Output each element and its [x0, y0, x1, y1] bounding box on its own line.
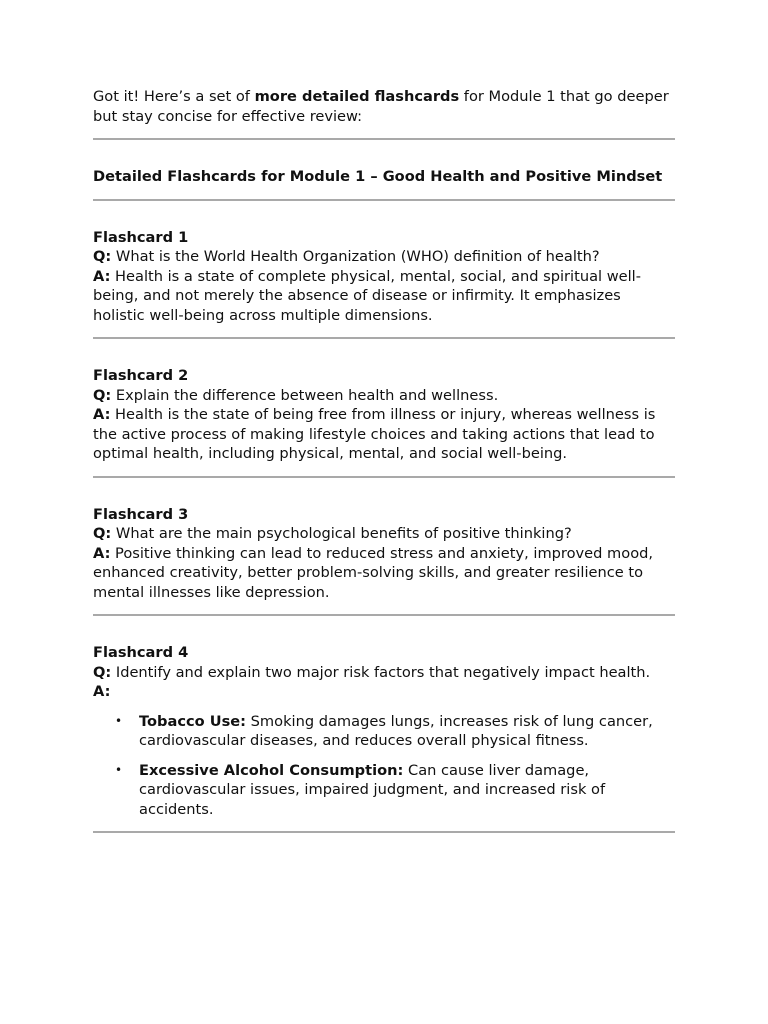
list-item [115, 761, 675, 820]
divider [93, 199, 675, 201]
flashcard-answer [93, 405, 675, 464]
flashcard-4 [93, 643, 675, 819]
flashcard-title: Flashcard 3 [93, 505, 189, 523]
question-label: Q: [93, 386, 112, 404]
answer-label: A: [93, 406, 111, 423]
question-label: Q: [93, 248, 112, 265]
flashcard-title: Flashcard 4 [93, 644, 189, 661]
flashcard-answer [93, 267, 675, 326]
bullet-icon: • [115, 762, 123, 777]
flashcard-3 [93, 505, 675, 603]
divider [93, 614, 675, 616]
answer-text: Positive thinking can lead to reduced stress and anxiety, improved mood, enhanced creativity, better problem-solving skills, and greater resilience to mental illnesses like depression. [93, 544, 654, 601]
intro-text-end: for Module 1 that go deeper but stay concise for effective review: [93, 88, 669, 125]
flashcard-question [93, 247, 675, 267]
question-text: Explain the difference between health and wellness. [115, 386, 499, 404]
list-item [115, 712, 675, 751]
answer-text: Health is a state of complete physical, mental, social, and spiritual well-being, and not merely the absence of disease or infirmity. It emphasizes holistic well-being across multiple dimensions. [93, 267, 642, 324]
flashcard-question [93, 524, 675, 544]
question-label: Q: [93, 663, 112, 681]
question-text: What are the main psychological benefits of positive thinking? [115, 525, 572, 542]
list-item-term: Excessive Alcohol Consumption: [139, 761, 404, 779]
document-content [93, 87, 675, 833]
document-heading: Detailed Flashcards for Module 1 – Good Health and Positive Mindset [93, 168, 663, 185]
question-text: Identify and explain two major risk factors that negatively impact health. [115, 663, 651, 681]
intro-paragraph [93, 87, 675, 126]
answer-label: A: [93, 683, 111, 700]
intro-text-start: Got it! Here’s a set of [93, 88, 255, 105]
answer-label: A: [93, 267, 111, 285]
flashcard-1 [93, 228, 675, 326]
divider [93, 476, 675, 478]
question-label: Q: [93, 525, 112, 542]
bullet-icon: • [115, 713, 123, 728]
list-item-term: Tobacco Use: [139, 712, 247, 730]
list-item-text: Can cause liver damage, cardiovascular issues, impaired judgment, and increased risk of accidents. [139, 761, 606, 818]
divider [93, 831, 675, 833]
flashcard-answer [93, 682, 675, 702]
flashcard-title: Flashcard 1 [93, 228, 189, 246]
flashcard-answer [93, 544, 675, 603]
answer-list [93, 712, 675, 820]
flashcard-question [93, 663, 675, 683]
question-text: What is the World Health Organization (WHO) definition of health? [115, 248, 600, 265]
answer-text: Health is the state of being free from illness or injury, whereas wellness is the active process of making lifestyle choices and taking actions that lead to optimal health, including physical, mental, and social well-being. [93, 406, 656, 462]
flashcard-question [93, 386, 675, 406]
answer-label: A: [93, 544, 111, 562]
flashcard-2 [93, 366, 675, 464]
divider [93, 138, 675, 140]
intro-emphasis: more detailed flashcards [254, 88, 460, 105]
list-item-text: Smoking damages lungs, increases risk of lung cancer, cardiovascular diseases, and reduces overall physical fitness. [139, 712, 653, 749]
flashcard-title: Flashcard 2 [93, 367, 189, 384]
divider [93, 337, 675, 339]
